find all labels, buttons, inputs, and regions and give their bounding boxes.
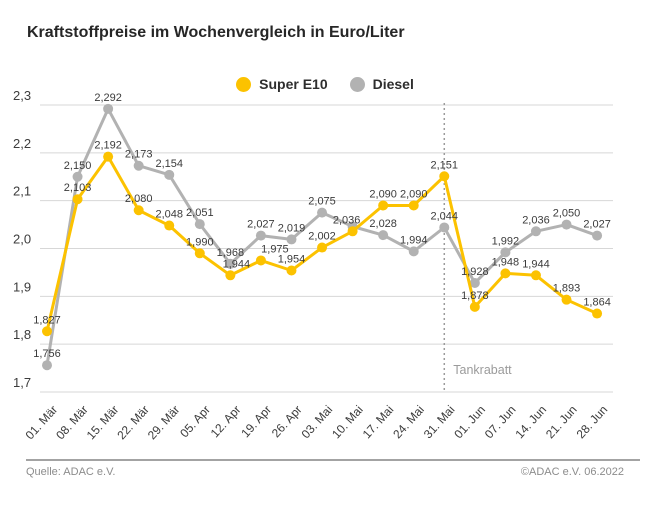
- x-axis-label: 19. Apr: [238, 402, 275, 441]
- value-label: 2,019: [277, 222, 306, 235]
- y-axis-label: 2,0: [13, 231, 32, 247]
- value-label: 2,150: [63, 159, 92, 172]
- footer-divider: [26, 459, 640, 461]
- diesel-data-point: [592, 231, 602, 241]
- value-label: 2,192: [94, 139, 122, 152]
- diesel-data-point: [531, 226, 541, 236]
- diesel-data-point: [409, 246, 419, 256]
- diesel-data-point: [42, 360, 52, 370]
- value-label: 1,994: [399, 234, 428, 247]
- value-label: 2,151: [430, 159, 459, 172]
- value-label: 1,893: [552, 282, 581, 295]
- x-axis-label: 03. Mai: [298, 402, 336, 442]
- y-axis-label: 1,8: [13, 327, 32, 343]
- value-label: 2,027: [583, 218, 611, 231]
- x-axis-label: 26. Apr: [268, 402, 305, 441]
- value-label: 2,051: [186, 207, 214, 220]
- value-label: 2,044: [430, 210, 459, 223]
- super-e10-data-point: [195, 248, 205, 258]
- value-label: 1,990: [186, 236, 214, 249]
- diesel-data-point: [195, 219, 205, 229]
- x-axis-label: 08. Mär: [53, 402, 91, 443]
- diesel-data-point: [378, 230, 388, 240]
- super-e10-data-point: [103, 152, 113, 162]
- x-axis-label: 05. Apr: [177, 402, 214, 441]
- super-e10-data-point: [256, 255, 266, 265]
- copyright-text: ©ADAC e.V. 06.2022: [520, 466, 624, 478]
- x-axis-label: 10. Mai: [329, 402, 366, 442]
- super-e10-data-point: [470, 302, 480, 312]
- source-text: Quelle: ADAC e.V.: [26, 466, 116, 478]
- diesel-data-point: [164, 170, 174, 180]
- value-label: 2,090: [399, 188, 428, 201]
- super-e10-data-point: [42, 326, 52, 336]
- super-e10-data-point: [73, 194, 83, 204]
- super-e10-data-point: [409, 200, 419, 210]
- super-e10-data-point: [286, 266, 296, 276]
- super-e10-data-point: [134, 205, 144, 215]
- y-axis-label: 2,1: [13, 183, 32, 199]
- value-label: 2,154: [155, 157, 184, 170]
- value-label: 2,027: [247, 218, 275, 231]
- value-label: 1,827: [33, 314, 61, 327]
- diesel-data-point: [317, 208, 327, 218]
- value-label: 1,948: [491, 256, 520, 269]
- x-axis-label: 15. Mär: [83, 402, 122, 443]
- value-label: 1,954: [277, 253, 306, 266]
- value-label: 1,928: [461, 265, 489, 278]
- value-label: 2,075: [308, 195, 336, 208]
- x-axis-label: 22. Mär: [114, 402, 152, 443]
- footer: [26, 466, 624, 478]
- super-e10-data-point: [592, 309, 602, 319]
- y-axis-label: 1,9: [13, 279, 32, 295]
- value-label: 2,002: [308, 230, 336, 243]
- diesel-data-point: [103, 104, 113, 114]
- diesel-data-point: [256, 231, 266, 241]
- x-axis-label: 12. Apr: [207, 402, 244, 441]
- value-label: 1,944: [222, 258, 251, 271]
- value-label: 1,968: [216, 246, 245, 259]
- tankrabatt-label: Tankrabatt: [453, 363, 512, 377]
- x-axis-label: 29. Mär: [144, 402, 183, 443]
- super-e10-data-point: [348, 226, 358, 236]
- diesel-data-point: [134, 161, 144, 171]
- x-axis-label: 07. Jun: [481, 402, 519, 442]
- value-label: 2,050: [552, 207, 581, 220]
- x-axis-label: 28. Jun: [573, 402, 611, 442]
- legend-label-diesel: Diesel: [372, 76, 414, 92]
- value-label: 1,878: [461, 289, 489, 302]
- x-axis-label: 01. Mär: [22, 402, 61, 443]
- value-label: 2,173: [124, 148, 153, 161]
- diesel-data-point: [562, 220, 572, 230]
- x-axis-label: 01. Jun: [451, 402, 489, 442]
- value-label: 2,103: [63, 182, 92, 195]
- y-axis-label: 2,3: [13, 88, 32, 103]
- x-axis-label: 24. Mai: [390, 402, 427, 442]
- diesel-data-point: [439, 222, 449, 232]
- value-label: 1,992: [491, 235, 520, 248]
- value-label: 1,756: [33, 348, 61, 361]
- legend-label-super-e10: Super E10: [259, 76, 328, 92]
- value-label: 2,028: [369, 218, 397, 231]
- value-label: 2,048: [155, 208, 184, 221]
- x-axis-label: 21. Jun: [542, 402, 580, 442]
- super-e10-data-point: [562, 295, 572, 305]
- diesel-data-point: [73, 172, 83, 182]
- x-axis-label: 14. Jun: [512, 402, 550, 442]
- super-e10-data-point: [378, 200, 388, 210]
- value-label: 1,864: [583, 296, 611, 309]
- value-label: 2,292: [94, 91, 122, 104]
- value-label: 2,090: [369, 188, 397, 201]
- x-axis-label: 31. Mai: [420, 402, 458, 442]
- y-axis-label: 2,2: [13, 135, 32, 151]
- value-label: 1,944: [522, 258, 550, 271]
- value-label: 2,036: [522, 214, 550, 227]
- super-e10-data-point: [164, 221, 174, 231]
- value-label: 1,975: [261, 243, 289, 256]
- value-label: 2,036: [332, 214, 361, 227]
- super-e10-data-point: [225, 270, 235, 280]
- super-e10-data-point: [531, 270, 541, 280]
- x-axis-label: 17. Mai: [359, 402, 397, 442]
- y-axis-label: 1,7: [13, 375, 32, 390]
- super-e10-data-point: [500, 268, 510, 278]
- chart-title: Kraftstoffpreise im Wochenvergleich in Euro/Liter: [27, 24, 405, 41]
- super-e10-data-point: [439, 171, 449, 181]
- value-label: 2,080: [124, 193, 153, 206]
- super-e10-data-point: [317, 243, 327, 253]
